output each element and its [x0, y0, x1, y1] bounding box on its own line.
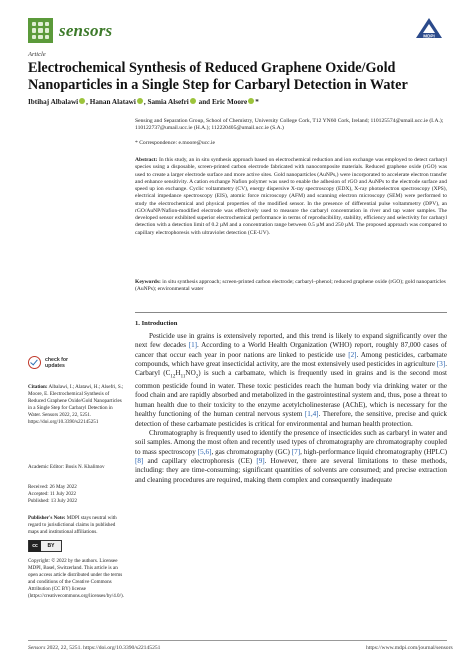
orcid-icon[interactable]: [137, 98, 143, 104]
footer-journal: Sensors: [28, 645, 46, 651]
cc-by-license-icon[interactable]: [28, 540, 62, 552]
author-name[interactable]: Samia Alsefri: [147, 98, 189, 106]
subscript: 11: [180, 374, 186, 380]
author-name[interactable]: Hanan Alatawi: [89, 98, 136, 106]
article-type: Article: [28, 51, 46, 58]
accepted-date: Accepted: 11 July 2022: [28, 490, 77, 497]
keywords: [135, 279, 447, 294]
footer-url[interactable]: https://www.mdpi.com/journal/sensors: [366, 645, 453, 651]
by-icon: BY: [47, 543, 55, 549]
academic-editor: [28, 464, 124, 471]
author-name[interactable]: Ibtihaj Albalawi: [28, 98, 79, 106]
published-date: Published: 13 July 2022: [28, 497, 78, 504]
mdpi-logo-icon[interactable]: [414, 16, 444, 40]
license-text: Copyright: © 2022 by the authors. Licensee MDPI, Basel, Switzerland. This article is an open access article distributed under the terms and conditions of the Creative Commons Attribution (CC BY) license (https://creativecommons.org/licenses/by/4.0/).: [28, 558, 124, 599]
keywords-text: in situ synthesis approach; screen-printed carbon electrode; carbaryl–phenol; reduced graphene oxide (rGO); gold nanoparticles (AuNPs); environmental water: [135, 279, 446, 293]
orcid-icon[interactable]: [79, 98, 85, 104]
publisher-note-label: Publisher's Note:: [28, 515, 66, 521]
citation-label: Citation:: [28, 384, 48, 390]
footer-doi[interactable]: 2022, 22, 5251. https://doi.org/10.3390/s22145251: [46, 645, 161, 651]
abstract-label: Abstract:: [135, 157, 158, 163]
publisher-note-text: MDPI stays neutral with regard to jurisdictional claims in published maps and institutional affiliations.: [28, 515, 117, 535]
author-list: [28, 98, 448, 106]
corresponding-mark: *: [255, 98, 259, 106]
svg-text:MDPI: MDPI: [423, 33, 435, 39]
citation-ref-link[interactable]: [7]: [291, 447, 301, 456]
citation-block: [28, 384, 124, 425]
body-text: [135, 332, 447, 620]
footer-divider: [28, 640, 447, 641]
subscript: 2: [195, 374, 199, 380]
journal-logo[interactable]: [28, 18, 112, 43]
check-updates-icon: [28, 356, 41, 369]
author-separator: and: [196, 98, 212, 106]
abstract: [135, 157, 447, 273]
cc-icon: cc: [29, 540, 41, 552]
citation-ref-link[interactable]: [9]: [256, 456, 265, 465]
author-name[interactable]: Eric Moore: [211, 98, 248, 106]
editor-label: Academic Editor:: [28, 464, 65, 470]
affiliation: Sensing and Separation Group, School of Chemistry, University College Cork, T12 YN60 Cork, Ireland; 110125574@umail.ucc.ie (I.A.); 110122737@umail.ucc.ie (H.A.); 112220405@umail.ucc.ie (S.A.): [135, 118, 444, 132]
keywords-label: Keywords:: [135, 279, 161, 285]
paragraph: Chromatography is frequently used to identify the presence of insecticides such as carbaryl in water and soil samples. Among the most often and recently used types of chromatography are chromatography coupled to mass spectroscopy [5,6], gas chromatography (GC) [7], high-performance liquid chromatography (HPLC) [8] and capillary electrophoresis (CE) [9]. However, there are several limitations to these methods, including: they are time-consuming; significant quantities of solvents are consumed; and precise extraction and cleaning procedures are required, making them complex and consequently inadequate: [135, 428, 447, 484]
editor-name: Bosis N. Khalimov: [65, 464, 105, 470]
orcid-icon[interactable]: [248, 98, 254, 104]
received-date: Received: 26 May 2022: [28, 484, 77, 490]
citation-ref-link[interactable]: [1]: [188, 341, 198, 350]
author-separator: ,: [86, 98, 90, 106]
citation-ref-link[interactable]: [2]: [348, 350, 357, 359]
section-heading: 1. Introduction: [135, 320, 178, 327]
citation-ref-link[interactable]: [5,6]: [197, 447, 212, 456]
journal-name: sensors: [59, 20, 113, 40]
check-updates-label: check for updates: [45, 356, 69, 369]
author-separator: ,: [143, 98, 148, 106]
footer-citation: [28, 645, 160, 651]
sensors-logo-icon: [28, 18, 53, 43]
correspondence: * Correspondence: e.moore@ucc.ie: [135, 140, 216, 146]
section-divider: [135, 312, 447, 313]
orcid-icon[interactable]: [190, 98, 196, 104]
check-for-updates-button[interactable]: [28, 356, 75, 369]
citation-text[interactable]: Albalawi, I.; Alatawi, H.; Alsefri, S.; Moore, E. Electrochemical Synthesis of Reduced Graphene Oxide/Gold Nanoparticles in a Single Step for Carbaryl Detection in Water. Sensors 2022, 22, 5251. https://doi.org/10.3390/s22145251: [28, 384, 124, 425]
paragraph: Pesticide use in grains is extensively reported, and this trend is likely to expand significantly over the next few decades [1]. According to a World Health Organization (WHO) report, roughly 87,000 cases of cancer that occur each year in poor nations are linked to pesticide use [2]. Among pesticides, carbamate compounds, which have great insecticidal activity, are the most extensively used pesticides in agriculture [3]. Carbaryl $(C_{12}H_{11}NO_2)$ is such a carbamate, which is frequently used in grains and is the second most common pesticide found in water. These toxic pesticides reach the human body via drinking water or the food chain and are rapidly absorbed and metabolized in the gastrointestinal system and, thus, pose a threat to human health due to their toxicity to the enzyme acetylcholinesterase (AChE), which is necessary for the healthy functioning of the human central nervous system [1,4]. Therefore, the sensitive, precise and quick detection of these carbamate pesticides is critical for environmental and human health protection.: [135, 332, 447, 428]
article-dates: [28, 484, 124, 505]
article-title: Electrochemical Synthesis of Reduced Graphene Oxide/Gold Nanoparticles in a Single Step for Carbaryl Detection in Water: [28, 60, 408, 93]
citation-ref-link[interactable]: [8]: [135, 456, 144, 465]
abstract-text: In this study, an in situ synthesis approach based on electrochemical reduction and ion exchange was employed to detect carbaryl species using a disposable, screen-printed carbon electrode fabricated with nanocomposite materials. Reduced graphene oxide (rGO) was used to create a larger electrode surface and more active sites. Gold nanoparticles (AuNPs,) were incorporated to accelerate electron transfer and enhance sensitivity. A cation exchange Nafion polymer was used to enable the adhesion of rGO and AuNPs to the electrode surface and speed up ion exchange. Cyclic voltammetry (CV), energy dispersive X-ray spectroscopy (EDX), X-ray photoelectron spectroscopy (XPS), electrical impedance spectroscopy (EIS), atomic force microscopy (AFM) and scanning electron microscopy (SEM) were performed to study the electrochemical and physical properties of the modified sensor. In the presence of differential pulse voltammetry (DPV), an rGO/AuNP/Nafion-modified electrode was effectively used to measure the carbaryl concentration in river and tap water samples. The developed sensor exhibited superior electrochemical performance in terms of reproducibility, stability, efficiency and selectivity for carbaryl detection with a detection limit of 0.2 µM and a concentration range between 0.5 µM and 250 µM. The proposed approach was compared to capillary electrophoresis with ultraviolet detection (CE-UV).: [135, 157, 447, 236]
publisher-note: [28, 515, 124, 536]
subscript: 12: [170, 374, 176, 380]
citation-ref-link[interactable]: [1,4]: [304, 410, 319, 419]
citation-ref-link[interactable]: [3]: [436, 360, 446, 369]
